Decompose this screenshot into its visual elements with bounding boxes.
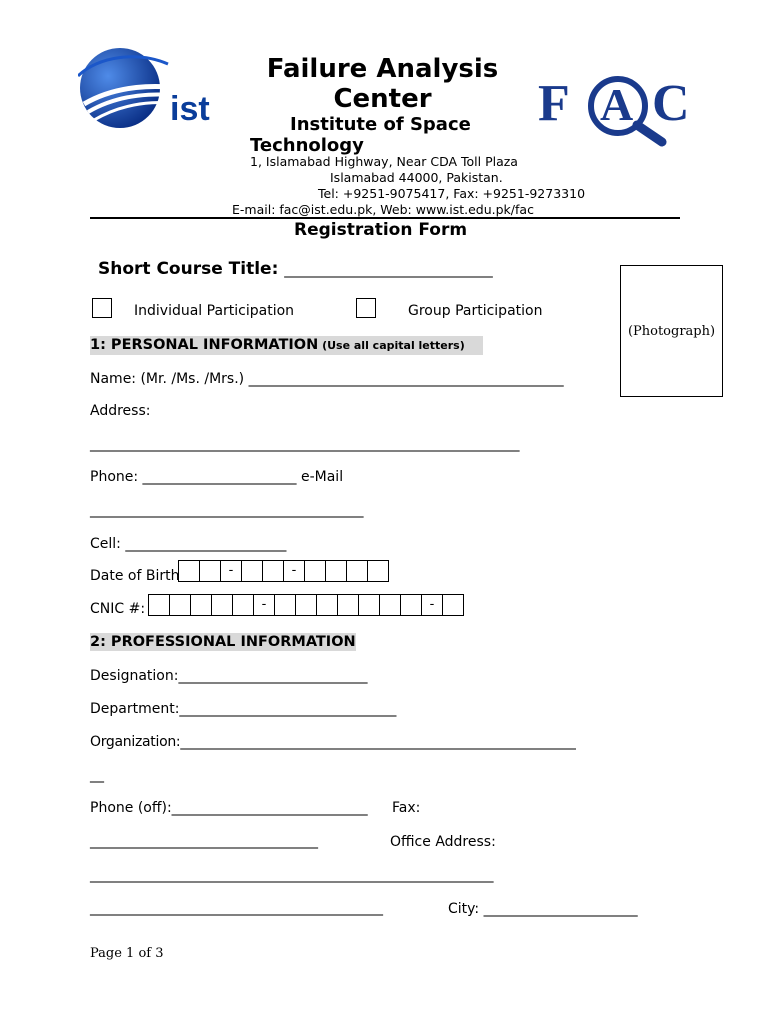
course-title-label: Short Course Title: <box>98 259 285 279</box>
section-professional-info: 2: PROFESSIONAL INFORMATION <box>90 634 356 650</box>
office-address-line-1[interactable]: ______________________________________________________________ <box>90 867 493 883</box>
fax-line[interactable]: ___________________________________ <box>90 833 318 849</box>
cnic-box[interactable] <box>442 594 464 616</box>
page-number: Page 1 of 3 <box>90 946 164 961</box>
ist-logo-text: ist <box>170 90 210 128</box>
cnic-box[interactable]: - <box>421 594 443 616</box>
group-label: Group Participation <box>408 303 543 319</box>
fac-logo <box>538 72 690 148</box>
dob-box[interactable] <box>178 560 200 582</box>
cnic-box[interactable] <box>316 594 338 616</box>
cnic-box[interactable] <box>295 594 317 616</box>
form-title: Registration Form <box>294 220 468 240</box>
section-1-title: 1: PERSONAL INFORMATION <box>90 337 319 353</box>
section-personal-info <box>90 336 483 355</box>
photo-box[interactable] <box>620 265 723 397</box>
fac-a: A <box>600 79 634 130</box>
address-block <box>230 154 600 218</box>
section-1-note: (Use all capital letters) <box>318 339 465 352</box>
cnic-box[interactable] <box>337 594 359 616</box>
cell-field[interactable]: Cell: _______________________ <box>90 536 287 552</box>
addr-line-4: E-mail: fac@ist.edu.pk, Web: www.ist.edu.pk/fac <box>232 202 534 217</box>
group-checkbox[interactable] <box>356 298 376 318</box>
address-label: Address: <box>90 403 151 419</box>
addr-line-2: Islamabad 44000, Pakistan. <box>330 170 503 185</box>
fac-c: C <box>652 75 690 132</box>
fac-f: F <box>538 75 570 132</box>
organization-continuation[interactable]: __ <box>90 767 104 783</box>
phone-email-field[interactable]: Phone: ______________________ e-Mail <box>90 469 344 485</box>
dob-box[interactable] <box>346 560 368 582</box>
fax-label: Fax: <box>392 800 421 816</box>
inst-line-1: Institute of Space <box>290 114 471 135</box>
inst-line-2: Technology <box>250 135 364 156</box>
dob-box[interactable] <box>304 560 326 582</box>
addr-line-1: 1, Islamabad Highway, Near CDA Toll Plaza <box>250 154 518 169</box>
dob-box[interactable]: - <box>283 560 305 582</box>
cnic-box[interactable] <box>400 594 422 616</box>
city-field[interactable]: City: ______________________ <box>448 901 638 917</box>
photo-label: (Photograph) <box>627 324 716 339</box>
cnic-label: CNIC #: <box>90 601 146 617</box>
cnic-box[interactable] <box>148 594 170 616</box>
cnic-box[interactable] <box>169 594 191 616</box>
title-line-1: Failure Analysis <box>266 54 499 84</box>
office-address-label: Office Address: <box>390 834 496 850</box>
cnic-box[interactable]: - <box>253 594 275 616</box>
cnic-box[interactable] <box>358 594 380 616</box>
title-line-2: Center <box>333 84 432 114</box>
email-line[interactable]: __________________________________________ <box>90 502 363 518</box>
department-field[interactable]: Department:_______________________________ <box>90 701 397 717</box>
dob-label: Date of Birth <box>90 568 180 584</box>
cnic-box[interactable] <box>274 594 296 616</box>
header-divider <box>90 217 680 219</box>
dob-box[interactable] <box>241 560 263 582</box>
dob-box[interactable]: - <box>220 560 242 582</box>
dob-box[interactable] <box>199 560 221 582</box>
individual-checkbox[interactable] <box>92 298 112 318</box>
name-field[interactable]: Name: (Mr. /Ms. /Mrs.) _____________________________________________ <box>90 371 564 387</box>
dob-boxes[interactable] <box>178 560 389 582</box>
cnic-box[interactable] <box>379 594 401 616</box>
ist-logo <box>78 46 228 136</box>
designation-field[interactable]: Designation:___________________________ <box>90 668 368 684</box>
address-line[interactable]: __________________________________________________________________ <box>90 436 519 452</box>
course-title-row <box>98 259 492 279</box>
dob-box[interactable] <box>325 560 347 582</box>
institute-name <box>250 114 510 156</box>
dob-box[interactable] <box>367 560 389 582</box>
cnic-box[interactable] <box>211 594 233 616</box>
cnic-box[interactable] <box>232 594 254 616</box>
cnic-box[interactable] <box>190 594 212 616</box>
course-title-line[interactable]: ________________________________ <box>284 262 493 278</box>
office-address-line-2[interactable]: _____________________________________________ <box>90 900 383 916</box>
organization-field[interactable]: Organization:___________________________________________________________ <box>90 734 576 750</box>
individual-label: Individual Participation <box>134 303 295 319</box>
addr-line-3: Tel: +9251-9075417, Fax: +9251-9273310 <box>318 186 586 201</box>
dob-box[interactable] <box>262 560 284 582</box>
phone-office-field[interactable]: Phone (off):____________________________ <box>90 800 368 816</box>
center-title <box>240 54 525 114</box>
cnic-boxes[interactable] <box>148 594 464 616</box>
